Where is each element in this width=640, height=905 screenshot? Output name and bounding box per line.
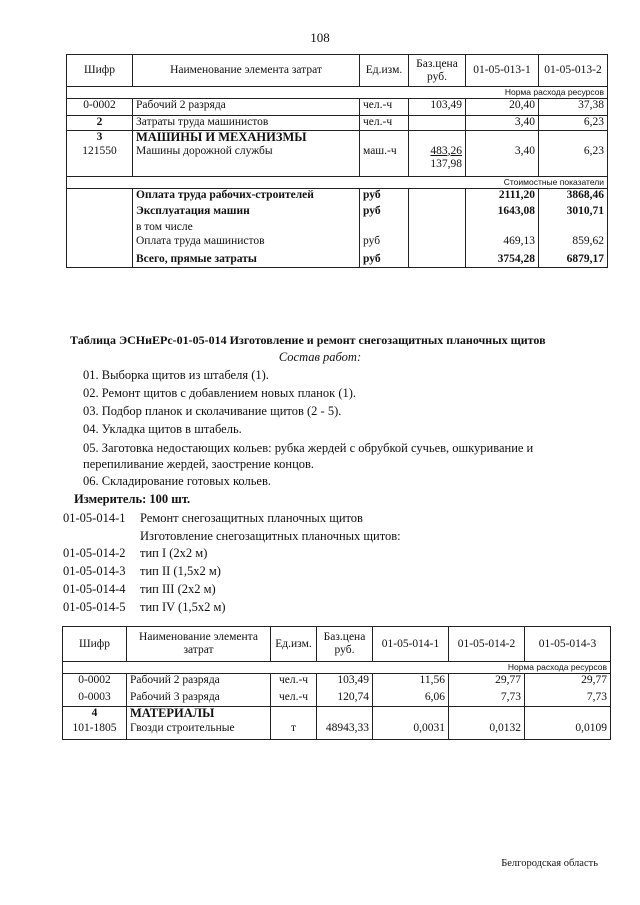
- table-row: 2 Затраты труда машинистов чел.-ч 3,40 6,23: [67, 116, 608, 131]
- item-text: Изготовление снегозащитных планочных щитов:: [140, 529, 401, 543]
- norm-label: Норма расхода ресурсов: [67, 87, 608, 99]
- cost-row: Оплата труда рабочих-строителей руб 2111,20 3868,46: [67, 189, 608, 205]
- table-row: 4 МАТЕРИАЛЫ: [63, 707, 611, 722]
- header-col-2: 01-05-013-2: [539, 55, 608, 87]
- item-code: 01-05-014-1: [63, 511, 126, 525]
- header-unit: Ед.изм.: [360, 55, 409, 87]
- item-text: тип III (2х2 м): [140, 582, 216, 596]
- item-text: Ремонт снегозащитных планочных щитов: [140, 511, 363, 525]
- cost-label: Стоимостные показатели: [67, 177, 608, 189]
- header-code: Шифр: [67, 55, 133, 87]
- table-row: 0-0003 Рабочий 3 разряда чел.-ч 120,74 6,06 7,73 7,73: [63, 691, 611, 707]
- price-machine-labor: 137,98: [430, 157, 462, 170]
- resource-table-014: [62, 626, 611, 740]
- header-col-3: 01-05-014-3: [525, 627, 611, 662]
- item-code: 01-05-014-5: [63, 600, 126, 614]
- header-name: Наименование элемента затрат: [133, 55, 360, 87]
- page-number: 108: [310, 30, 330, 45]
- item-code: 01-05-014-3: [63, 564, 126, 578]
- work-item: 06. Складирование готовых кольев.: [83, 474, 271, 488]
- item-text: тип IV (1,5х2 м): [140, 600, 226, 614]
- table-row: 3 МАШИНЫ И МЕХАНИЗМЫ: [67, 131, 608, 145]
- work-item: 03. Подбор планок и сколачивание щитов (2 - 5).: [83, 404, 342, 418]
- header-col-1: 01-05-014-1: [373, 627, 449, 662]
- cost-row: Оплата труда машинистов руб 469,13 859,62: [67, 235, 608, 253]
- header-unit: Ед.изм.: [271, 627, 317, 662]
- header-code: Шифр: [63, 627, 127, 662]
- work-item: 02. Ремонт щитов с добавлением новых планок (1).: [83, 386, 357, 400]
- item-text: тип I (2х2 м): [140, 546, 208, 560]
- work-item: 01. Выборка щитов из штабеля (1).: [83, 368, 269, 382]
- section-title: Таблица ЭСНиЕРс-01-05-014 Изготовление и ремонт снегозащитных планочных щитов: [70, 333, 546, 347]
- item-text: тип II (1,5х2 м): [140, 564, 221, 578]
- item-code: 01-05-014-2: [63, 546, 126, 560]
- norm-label: Норма расхода ресурсов: [63, 662, 611, 674]
- footer-region: Белгородская область: [501, 858, 598, 869]
- item-code: 01-05-014-4: [63, 582, 126, 596]
- header-price: Баз.цена руб.: [409, 55, 466, 87]
- table-row: 0-0002 Рабочий 2 разряда чел.-ч 103,49 20,40 37,38: [67, 99, 608, 116]
- header-col-2: 01-05-014-2: [449, 627, 525, 662]
- cost-row: Всего, прямые затраты руб 3754,28 6879,17: [67, 253, 608, 268]
- resource-table-013: [66, 54, 608, 268]
- work-item: 05. Заготовка недостающих кольев: рубка жердей с обрубкой сучьев, ошкуривание и: [83, 441, 534, 455]
- section-subtitle: Состав работ:: [278, 350, 362, 364]
- work-item-continued: перепиливание жердей, заострение концов.: [83, 457, 315, 471]
- cost-row: Эксплуатация машин руб 1643,08 3010,71: [67, 205, 608, 221]
- table-row: 121550 Машины дорожной службы маш.-ч 483,26 137,98 3,40 6,23: [67, 145, 608, 177]
- table-row: 0-0002 Рабочий 2 разряда чел.-ч 103,49 11,56 29,77 29,77: [63, 674, 611, 691]
- table-row: 101-1805 Гвозди строительные т 48943,33 0,0031 0,0132 0,0109: [63, 722, 611, 740]
- price-machine: 483,26: [430, 144, 462, 157]
- header-col-1: 01-05-013-1: [466, 55, 539, 87]
- cost-row: в том числе: [67, 221, 608, 235]
- work-item: 04. Укладка щитов в штабель.: [83, 422, 242, 436]
- header-name: Наименование элемента затрат: [127, 627, 271, 662]
- meter: Измеритель: 100 шт.: [74, 492, 191, 506]
- header-price: Баз.цена руб.: [317, 627, 373, 662]
